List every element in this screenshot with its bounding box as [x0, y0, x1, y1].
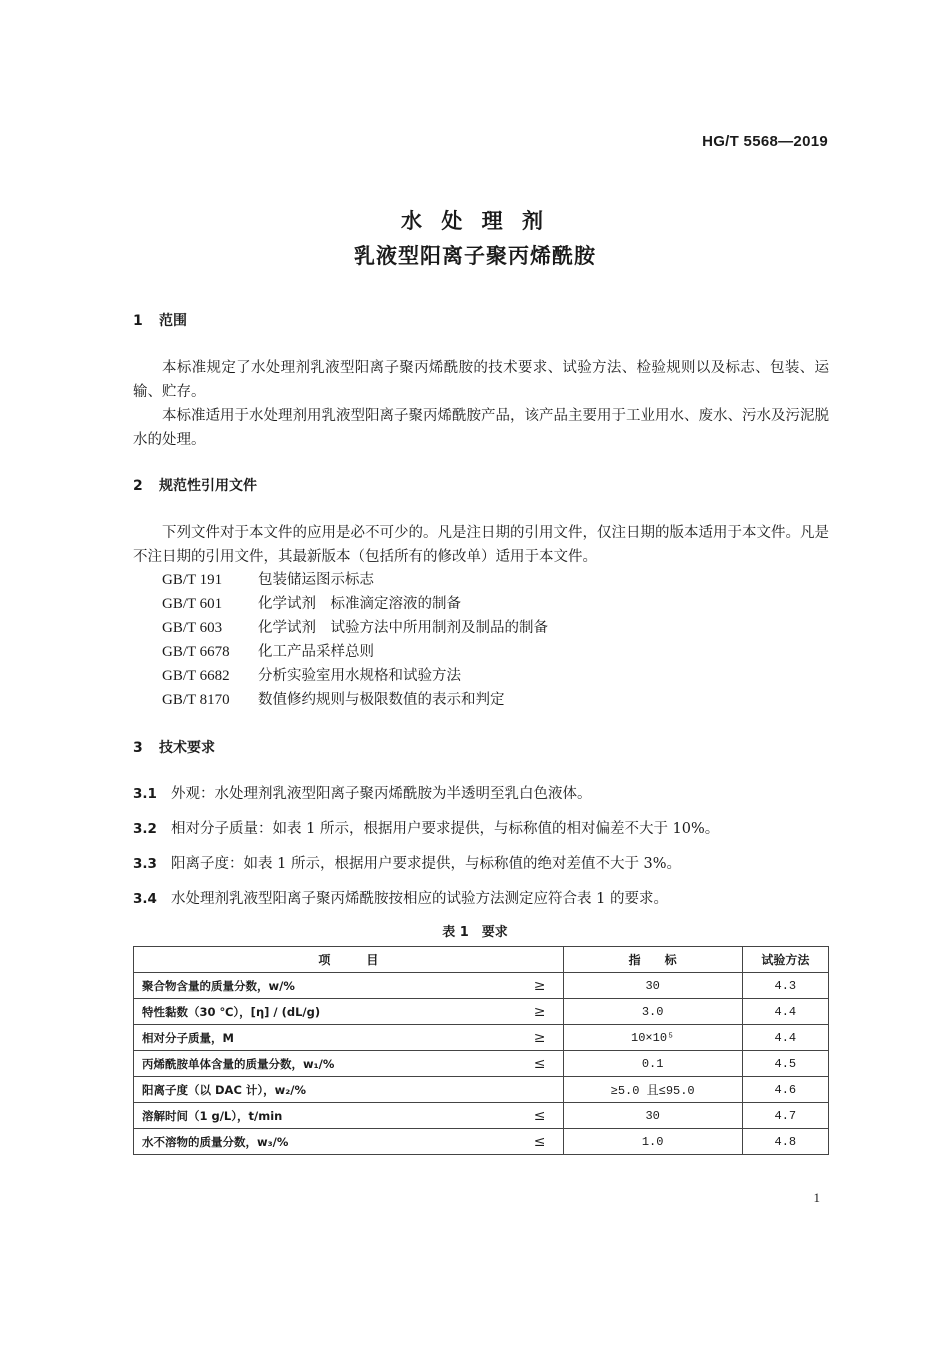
cell-item: 溶解时间（1 g/L），t/min	[134, 1103, 517, 1129]
cell-sign: ≥	[517, 973, 564, 999]
document-title-line2: 乳液型阳离子聚丙烯酰胺	[354, 244, 596, 268]
section-1-paragraph-1: 本标准规定了水处理剂乳液型阳离子聚丙烯酰胺的技术要求、试验方法、检验规则以及标志、包装、运输、贮存。	[133, 360, 829, 400]
cell-sign: ≤	[517, 1129, 564, 1155]
page-number: 1	[813, 1190, 820, 1205]
cell-method: 4.6	[742, 1077, 828, 1103]
cell-item: 聚合物含量的质量分数，w/%	[134, 973, 517, 999]
clause-number: 3.3	[133, 856, 157, 872]
clause-text: 阳离子度：如表 1 所示，根据用户要求提供，与标称值的绝对差值不大于 3%。	[171, 856, 682, 872]
reference-item	[162, 688, 548, 712]
reference-title: 化工产品采样总则	[258, 644, 374, 660]
section-3-heading	[133, 737, 215, 757]
reference-code: GB/T 603	[162, 620, 223, 636]
table-row	[134, 1077, 829, 1103]
cell-value: 30	[563, 1103, 742, 1129]
cell-item: 水不溶物的质量分数，w₃/%	[134, 1129, 517, 1155]
cell-item: 特性黏数（30 ℃），[η] / (dL/g)	[134, 999, 517, 1025]
cell-value: 3.0	[563, 999, 742, 1025]
clause-3-4	[133, 888, 833, 910]
reference-list	[162, 568, 548, 712]
reference-code: GB/T 8170	[162, 692, 230, 708]
section-title: 技术要求	[159, 740, 215, 756]
reference-title: 化学试剂 标准滴定溶液的制备	[258, 596, 461, 612]
section-1-paragraph-2: 本标准适用于水处理剂用乳液型阳离子聚丙烯酰胺产品，该产品主要用于工业用水、废水、污水及污泥脱水的处理。	[133, 408, 829, 448]
cell-value: 1.0	[563, 1129, 742, 1155]
reference-item	[162, 592, 548, 616]
reference-title: 数值修约规则与极限数值的表示和判定	[258, 692, 505, 708]
section-number: 1	[133, 313, 143, 329]
cell-item: 丙烯酰胺单体含量的质量分数，w₁/%	[134, 1051, 517, 1077]
cell-sign: ≥	[517, 999, 564, 1025]
reference-code: GB/T 191	[162, 572, 223, 588]
section-number: 3	[133, 740, 143, 756]
cell-method: 4.8	[742, 1129, 828, 1155]
cell-method: 4.7	[742, 1103, 828, 1129]
cell-method: 4.4	[742, 1025, 828, 1051]
clause-text: 相对分子质量：如表 1 所示，根据用户要求提供，与标称值的相对偏差不大于 10%。	[171, 821, 720, 837]
section-title: 范围	[159, 313, 187, 329]
standard-code: HG/T 5568—2019	[702, 133, 828, 150]
reference-item	[162, 568, 548, 592]
clause-number: 3.1	[133, 786, 157, 802]
cell-sign: ≤	[517, 1051, 564, 1077]
reference-code: GB/T 6678	[162, 644, 230, 660]
reference-title: 分析实验室用水规格和试验方法	[258, 668, 461, 684]
reference-item	[162, 616, 548, 640]
cell-method: 4.5	[742, 1051, 828, 1077]
clause-3-1	[133, 783, 833, 805]
table-row	[134, 1051, 829, 1077]
cell-value: 0.1	[563, 1051, 742, 1077]
table-row	[134, 1025, 829, 1051]
reference-title: 化学试剂 试验方法中所用制剂及制品的制备	[258, 620, 548, 636]
section-number: 2	[133, 478, 143, 494]
table-row	[134, 973, 829, 999]
cell-method: 4.3	[742, 973, 828, 999]
cell-value: ≥5.0 且≤95.0	[563, 1077, 742, 1103]
table-row	[134, 999, 829, 1025]
requirements-table	[133, 946, 829, 1155]
section-2-paragraph-1: 下列文件对于本文件的应用是必不可少的。凡是注日期的引用文件，仅注日期的版本适用于本文件。凡是不注日期的引用文件，其最新版本（包括所有的修改单）适用于本文件。	[133, 525, 829, 565]
reference-item	[162, 640, 548, 664]
clause-text: 外观：水处理剂乳液型阳离子聚丙烯酰胺为半透明至乳白色液体。	[171, 786, 592, 802]
document-title-line1: 水 处 理 剂	[401, 209, 549, 233]
cell-value: 30	[563, 973, 742, 999]
reference-item	[162, 664, 548, 688]
column-header-index: 指 标	[563, 947, 742, 973]
clause-text: 水处理剂乳液型阳离子聚丙烯酰胺按相应的试验方法测定应符合表 1 的要求。	[171, 891, 668, 907]
column-header-method: 试验方法	[742, 947, 828, 973]
section-title: 规范性引用文件	[159, 478, 257, 494]
table-row	[134, 1103, 829, 1129]
cell-method: 4.4	[742, 999, 828, 1025]
clause-number: 3.2	[133, 821, 157, 837]
table-header-row	[134, 947, 829, 973]
clause-number: 3.4	[133, 891, 157, 907]
cell-sign: ≥	[517, 1025, 564, 1051]
cell-item: 相对分子质量，M	[134, 1025, 517, 1051]
column-header-item: 项 目	[134, 947, 564, 973]
table-caption: 表 1 要求	[442, 925, 508, 940]
section-2-heading	[133, 475, 257, 495]
cell-sign: ≤	[517, 1103, 564, 1129]
reference-code: GB/T 601	[162, 596, 223, 612]
reference-title: 包装储运图示标志	[258, 572, 374, 588]
clause-3-2	[133, 818, 833, 840]
cell-item: 阳离子度（以 DAC 计），w₂/%	[134, 1077, 517, 1103]
clause-3-3	[133, 853, 833, 875]
reference-code: GB/T 6682	[162, 668, 230, 684]
section-1-heading	[133, 310, 187, 330]
cell-sign	[517, 1077, 564, 1103]
cell-value: 10×10⁵	[563, 1025, 742, 1051]
table-row	[134, 1129, 829, 1155]
